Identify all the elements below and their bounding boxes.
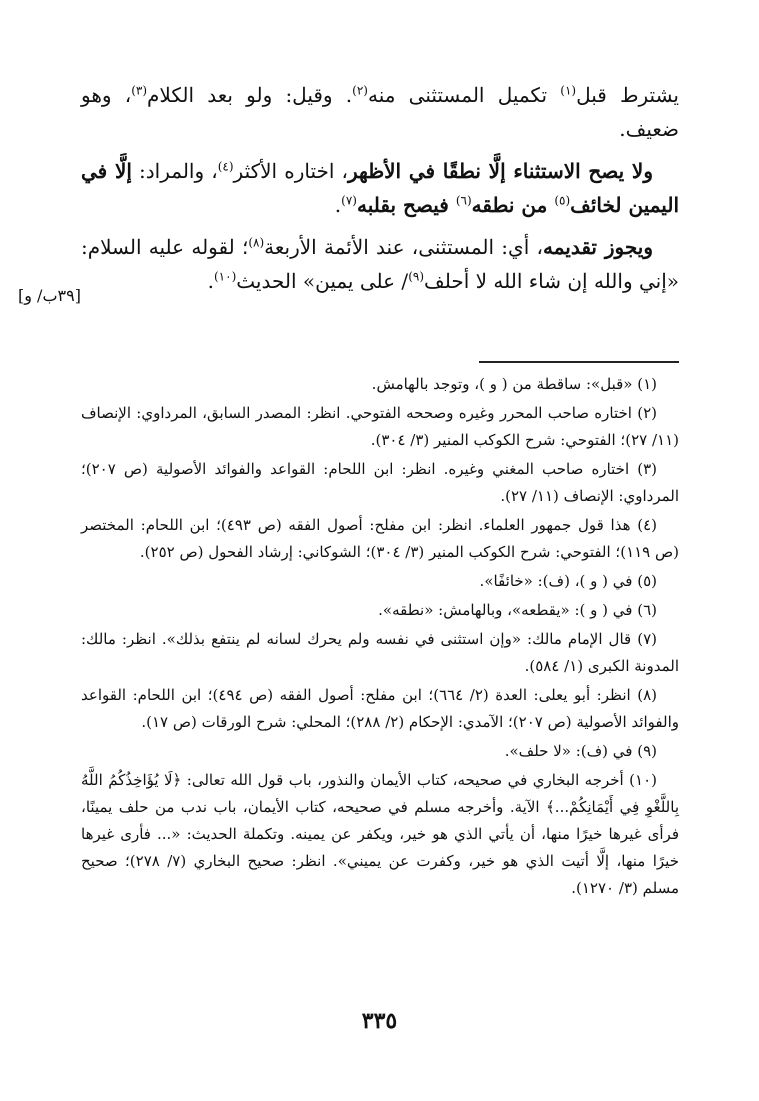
manuscript-folio-reference: [٣٩ب/ و] — [18, 286, 81, 305]
paragraph-3 — [81, 230, 679, 298]
footnote-marker-2: (٢) — [352, 83, 368, 98]
p3-text-a: ويجوز تقديمه — [542, 235, 653, 259]
footnote-5: (٥) في ( و )، (ف): «خائفًا». — [479, 572, 657, 590]
p1-text-a: يشترط قبل — [576, 83, 679, 107]
p3-text-d: / على يمين» الحديث — [236, 269, 409, 293]
p1-text-b: تكميل المستثنى منه — [367, 83, 561, 107]
footnote-marker-3: (٣) — [131, 83, 148, 98]
p3-text-e: . — [207, 269, 214, 293]
footnote-7: (٧) قال الإمام مالك: «وإن استثنى في نفسه ولم يحرك لسانه لم ينتفع بذلك». انظر: مالك: المدونة الكبرى (١/ ٥٨٤). — [81, 630, 679, 675]
p2-text-b: ، اختاره الأكثر — [233, 159, 348, 183]
p1-text-d: ، وهو ضعيف. — [81, 83, 679, 141]
footnote-6: (٦) في ( و ): «يقطعه»، وبالهامش: «نطقه». — [378, 601, 657, 619]
footnote-marker-1: (١) — [560, 83, 577, 98]
paragraph-2 — [81, 154, 679, 222]
main-text — [81, 78, 679, 306]
footnote-marker-4: (٤) — [217, 159, 234, 174]
footnote-marker-7: (٧) — [341, 193, 357, 208]
p2-text-f: فيصح بقلبه — [356, 193, 456, 217]
p1-text-c: . وقيل: ولو بعد الكلام — [147, 83, 353, 107]
footnote-marker-5: (٥) — [554, 193, 571, 208]
footnotes — [81, 371, 679, 904]
footnote-3: (٣) اختاره صاحب المغني وغيره. انظر: ابن اللحام: القواعد والفوائد الأصولية (ص ٢٠٧)؛ المرداوي: الإنصاف (١١/ ٢٧). — [81, 460, 679, 505]
p2-text-a: ولا يصح الاستثناء إلَّا نطقًا في الأظهر — [347, 159, 654, 183]
footnote-separator — [479, 361, 679, 363]
footnote-marker-9: (٩) — [408, 269, 425, 284]
footnote-marker-6: (٦) — [455, 193, 472, 208]
footnote-marker-10: (١٠) — [213, 269, 237, 284]
p2-text-d: إلَّا في اليمين لخائف — [81, 159, 679, 217]
footnote-10: (١٠) أخرجه البخاري في صحيحه، كتاب الأيمان والنذور، باب قول الله تعالى: ﴿لَا يُؤَاخِذُكُمُ اللَّهُ بِاللَّغْوِ فِي أَيْمَانِكُمْ...﴾ الآية. وأخرجه مسلم في صحيحه، كتاب الأيمان، باب ندب من حلف يمينًا، فرأى غيرها خيرًا منها، أن يأتي الذي هو خير، ويكفر عن يمينه. وتكملة الحديث: «... فأرى غيرها خيرًا منها، إلَّا أتيت الذي هو خير، وكفرت عن يميني». انظر: صحيح البخاري (٧/ ٢٧٨)؛ صحيح مسلم (٣/ ١٢٧٠). — [81, 771, 679, 897]
footnote-2: (٢) اختاره صاحب المحرر وغيره وصححه الفتوحي. انظر: المصدر السابق، المرداوي: الإنصاف (١١/ ٢٧)؛ الفتوحي: شرح الكوكب المنير (٣/ ٣٠٤). — [81, 404, 679, 449]
paragraph-1 — [81, 78, 679, 146]
page-number: ٣٣٥ — [361, 1008, 398, 1034]
p2-text-c: ، والمراد: — [131, 159, 218, 183]
footnote-8: (٨) انظر: أبو يعلى: العدة (٢/ ٦٦٤)؛ ابن مفلح: أصول الفقه (ص ٤٩٤)؛ ابن اللحام: القواعد والفوائد الأصولية (ص ٢٠٧)؛ الآمدي: الإحكام (٢/ ٢٨٨)؛ المحلي: شرح الورقات (ص ١٧). — [81, 686, 679, 731]
footnote-marker-8: (٨) — [248, 235, 265, 250]
footnote-1: (١) «قبل»: ساقطة من ( و )، وتوجد بالهامش. — [371, 375, 657, 393]
p2-text-e: من نطقه — [471, 193, 555, 217]
footnote-9: (٩) في (ف): «لا حلف». — [504, 742, 657, 760]
p2-text-g: . — [334, 193, 342, 217]
footnote-4: (٤) هذا قول جمهور العلماء. انظر: ابن مفلح: أصول الفقه (ص ٤٩٣)؛ ابن اللحام: المختصر (ص ١١٩)؛ الفتوحي: شرح الكوكب المنير (٣/ ٣٠٤)؛ الشوكاني: إرشاد الفحول (ص ٢٥٢). — [81, 516, 679, 561]
p3-text-b: ، أي: المستثنى، عند الأئمة الأربعة — [264, 235, 543, 259]
p3-text-c: ؛ لقوله عليه السلام: «إني والله إن شاء الله لا أحلف — [81, 235, 679, 293]
